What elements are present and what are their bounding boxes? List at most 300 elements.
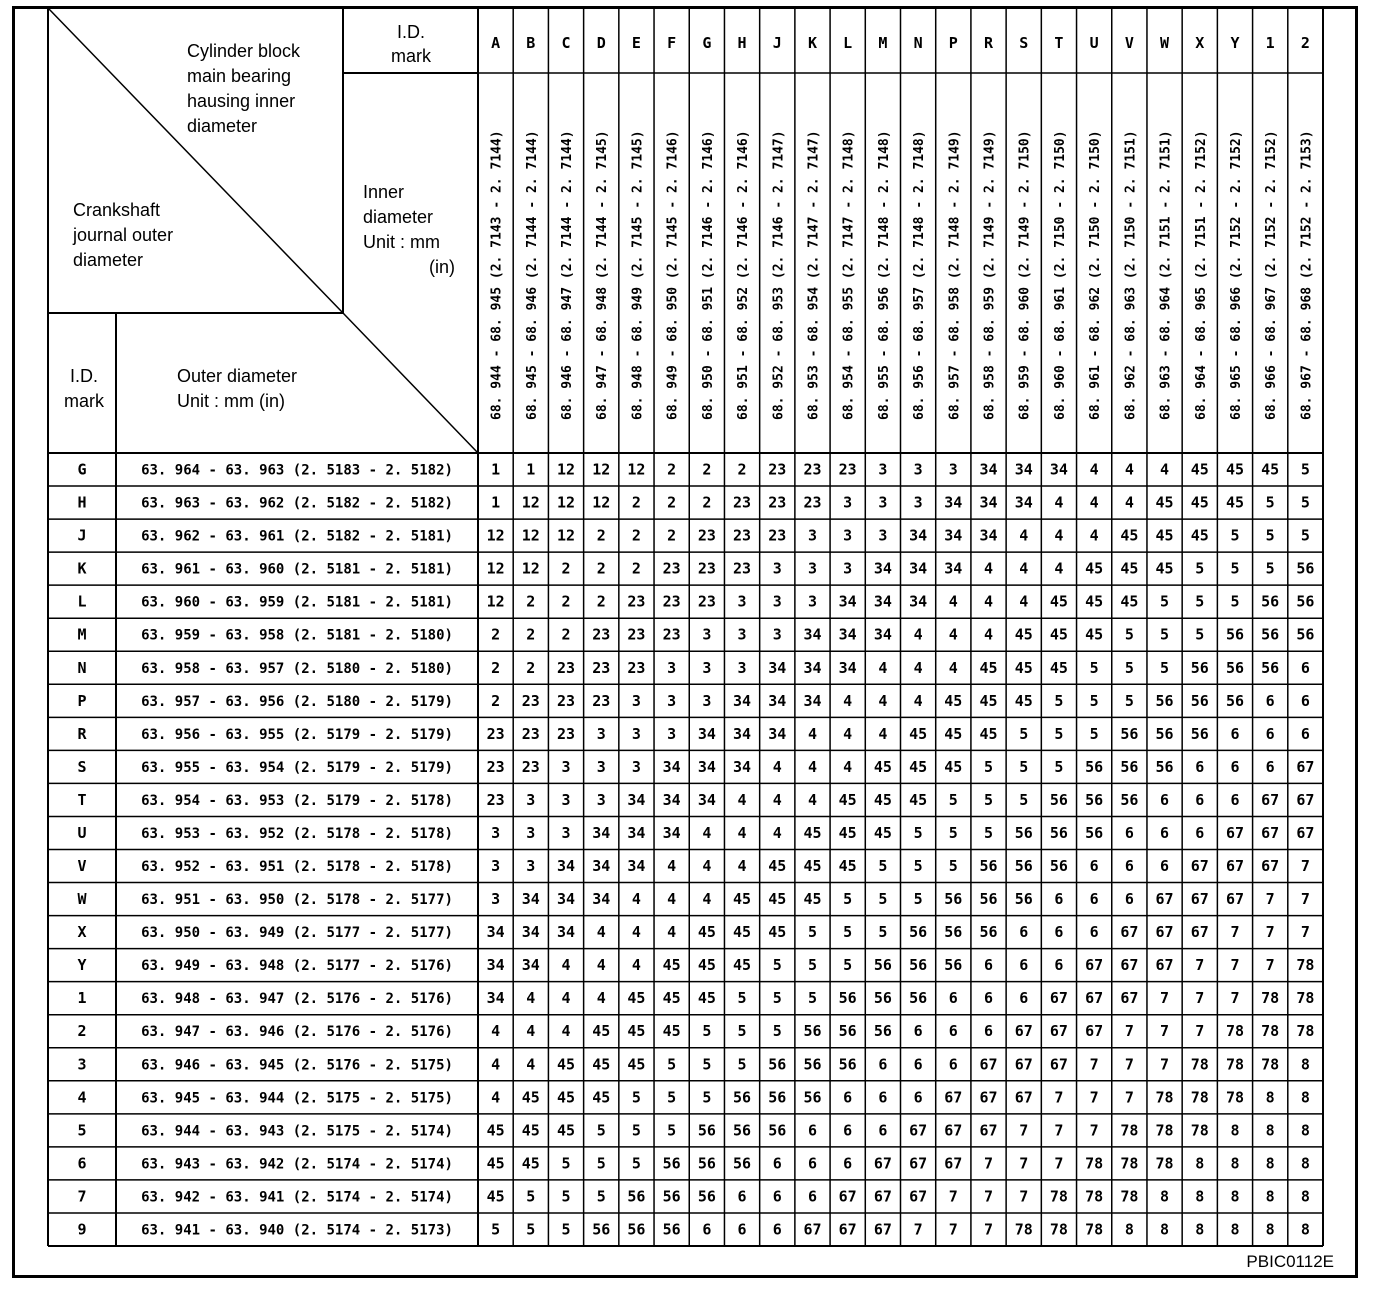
grade-cell: 5 — [1265, 559, 1275, 578]
grade-cell: 34 — [556, 923, 576, 942]
grade-cell: 45 — [1225, 460, 1245, 479]
grade-cell: 78 — [1225, 1022, 1245, 1041]
grade-cell: 23 — [521, 757, 540, 776]
column-range: 68. 947 - 68. 948 (2. 7144 - 2. 7145) — [595, 130, 611, 420]
grade-cell: 56 — [1085, 823, 1104, 842]
grade-cell: 56 — [873, 989, 892, 1008]
grade-cell: 5 — [772, 1022, 782, 1041]
grade-cell: 3 — [561, 790, 571, 809]
grade-cell: 4 — [1089, 460, 1099, 479]
grade-cell: 3 — [843, 559, 853, 578]
grade-cell: 56 — [979, 923, 998, 942]
inner-label-line: diameter — [363, 207, 434, 227]
col-id-label-line: I.D. — [396, 22, 426, 42]
grade-cell: 4 — [667, 890, 677, 909]
grade-cell: 34 — [768, 691, 787, 710]
grade-cell: 5 — [737, 989, 747, 1008]
grade-cell: 78 — [1085, 1154, 1104, 1173]
grade-cell: 34 — [697, 724, 716, 743]
row-range: 63. 963 - 63. 962 (2. 5182 - 2. 5182) — [141, 495, 453, 512]
grade-cell: 4 — [561, 956, 571, 975]
grade-cell: 45 — [627, 1022, 646, 1041]
grade-cell: 34 — [556, 890, 576, 909]
grade-cell: 1 — [491, 493, 501, 512]
grade-cell: 7 — [1089, 1121, 1099, 1140]
grade-cell: 4 — [1124, 460, 1134, 479]
grade-cell: 78 — [1120, 1187, 1139, 1206]
grade-cell: 56 — [1049, 857, 1068, 876]
grade-cell: 45 — [556, 1121, 576, 1140]
grade-cell: 45 — [768, 857, 787, 876]
grade-cell: 56 — [1120, 790, 1139, 809]
grade-cell: 2 — [596, 526, 606, 545]
row-range: 63. 952 - 63. 951 (2. 5178 - 2. 5178) — [141, 859, 453, 876]
grade-cell: 5 — [1054, 757, 1064, 776]
grade-cell: 34 — [768, 724, 787, 743]
grade-cell: 23 — [733, 559, 752, 578]
grade-cell: 3 — [878, 493, 888, 512]
row-mark: N — [77, 658, 87, 677]
grade-cell: 56 — [944, 956, 963, 975]
grade-cell: 56 — [1014, 857, 1033, 876]
grade-cell: 2 — [702, 493, 712, 512]
grade-cell: 3 — [807, 526, 817, 545]
grade-cell: 5 — [596, 1121, 606, 1140]
grade-cell: 6 — [1124, 823, 1134, 842]
grade-cell: 23 — [697, 559, 716, 578]
column-mark: 2 — [1300, 34, 1310, 52]
grade-cell: 3 — [596, 757, 606, 776]
grade-cell: 2 — [526, 592, 536, 611]
grade-cell: 34 — [944, 493, 963, 512]
grade-cell: 5 — [596, 1154, 606, 1173]
grade-cell: 45 — [838, 823, 857, 842]
grade-cell: 6 — [984, 989, 994, 1008]
grade-cell: 34 — [873, 559, 892, 578]
grade-cell: 3 — [491, 823, 501, 842]
grade-cell: 56 — [733, 1121, 752, 1140]
grade-cell: 5 — [984, 757, 994, 776]
column-mark: K — [807, 34, 817, 52]
column-mark: B — [526, 34, 536, 52]
grade-cell: 45 — [1014, 691, 1033, 710]
grade-cell: 7 — [1300, 857, 1310, 876]
grade-cell: 45 — [1155, 559, 1174, 578]
grade-cell: 67 — [1296, 790, 1315, 809]
grade-cell: 8 — [1195, 1154, 1205, 1173]
grade-cell: 45 — [1190, 493, 1209, 512]
grade-cell: 3 — [772, 625, 782, 644]
grade-cell: 5 — [1195, 592, 1205, 611]
grade-cell: 7 — [1160, 989, 1170, 1008]
grade-cell: 12 — [556, 493, 576, 512]
grade-cell: 56 — [1225, 691, 1245, 710]
grade-cell: 45 — [1049, 625, 1068, 644]
grade-cell: 78 — [1120, 1154, 1139, 1173]
grade-cell: 56 — [768, 1055, 787, 1074]
grade-cell: 7 — [1089, 1088, 1099, 1107]
grade-cell: 67 — [1120, 989, 1139, 1008]
grade-cell: 12 — [521, 493, 540, 512]
grade-cell: 5 — [1124, 691, 1134, 710]
grade-cell: 45 — [1085, 559, 1104, 578]
grade-cell: 8 — [1265, 1187, 1275, 1206]
grade-cell: 2 — [561, 625, 571, 644]
grade-cell: 78 — [1190, 1055, 1209, 1074]
grade-cell: 56 — [592, 1220, 611, 1239]
row-range: 63. 949 - 63. 948 (2. 5177 - 2. 5176) — [141, 958, 453, 975]
grade-cell: 4 — [667, 923, 677, 942]
grade-cell: 7 — [1300, 923, 1310, 942]
grade-cell: 45 — [1120, 526, 1139, 545]
grade-cell: 4 — [913, 625, 923, 644]
grade-cell: 5 — [1124, 658, 1134, 677]
grade-cell: 3 — [913, 460, 923, 479]
row-range: 63. 942 - 63. 941 (2. 5174 - 2. 5174) — [141, 1189, 453, 1206]
grade-cell: 3 — [772, 559, 782, 578]
grade-cell: 8 — [1160, 1187, 1170, 1206]
grade-cell: 45 — [944, 757, 963, 776]
grade-cell: 5 — [702, 1055, 712, 1074]
grade-cell: 3 — [913, 493, 923, 512]
grade-cell: 78 — [1225, 1055, 1245, 1074]
grade-cell: 5 — [843, 890, 853, 909]
grade-cell: 56 — [768, 1121, 787, 1140]
grade-cell: 7 — [984, 1154, 994, 1173]
grade-cell: 45 — [521, 1121, 540, 1140]
column-mark: D — [596, 34, 606, 52]
grade-cell: 34 — [909, 526, 928, 545]
grade-cell: 23 — [556, 691, 576, 710]
inner-label-line: Unit : mm — [363, 232, 441, 252]
grade-cell: 45 — [1085, 592, 1104, 611]
grade-cell: 5 — [667, 1055, 677, 1074]
grade-cell: 67 — [1225, 823, 1245, 842]
grade-cell: 3 — [702, 658, 712, 677]
grade-cell: 56 — [803, 1055, 822, 1074]
grade-cell: 2 — [702, 460, 712, 479]
grade-cell: 23 — [556, 724, 576, 743]
column-range: 68. 952 - 68. 953 (2. 7146 - 2. 7147) — [771, 130, 787, 420]
grade-cell: 8 — [1230, 1220, 1240, 1239]
grade-cell: 4 — [596, 923, 606, 942]
grade-cell: 45 — [768, 923, 787, 942]
grade-cell: 4 — [807, 757, 817, 776]
grade-cell: 6 — [1019, 923, 1029, 942]
grade-cell: 4 — [843, 757, 853, 776]
grade-cell: 5 — [878, 890, 888, 909]
grade-cell: 34 — [662, 790, 681, 809]
grade-cell: 23 — [803, 493, 822, 512]
grade-cell: 23 — [592, 658, 611, 677]
column-mark: C — [561, 34, 571, 52]
grade-cell: 5 — [807, 923, 817, 942]
grade-cell: 5 — [737, 1022, 747, 1041]
grade-cell: 45 — [627, 1055, 646, 1074]
grade-cell: 5 — [807, 956, 817, 975]
grade-cell: 4 — [526, 1055, 536, 1074]
grade-cell: 12 — [521, 559, 540, 578]
grade-cell: 6 — [1160, 790, 1170, 809]
grade-cell: 56 — [1014, 890, 1033, 909]
grade-cell: 7 — [1230, 989, 1240, 1008]
grade-cell: 45 — [733, 890, 752, 909]
grade-cell: 56 — [1190, 724, 1209, 743]
grade-cell: 23 — [486, 757, 505, 776]
grade-cell: 67 — [1225, 890, 1245, 909]
row-range: 63. 960 - 63. 959 (2. 5181 - 2. 5181) — [141, 594, 453, 611]
grade-cell: 6 — [1089, 923, 1099, 942]
column-mark: W — [1160, 34, 1170, 52]
grade-cell: 3 — [667, 691, 677, 710]
column-range: 68. 957 - 68. 958 (2. 7148 - 2. 7149) — [947, 130, 963, 420]
grade-cell: 34 — [1014, 493, 1033, 512]
grade-cell: 45 — [1190, 526, 1209, 545]
grade-cell: 2 — [526, 658, 536, 677]
grade-cell: 4 — [702, 823, 712, 842]
grade-cell: 34 — [1014, 460, 1033, 479]
grade-cell: 4 — [843, 724, 853, 743]
row-id-label-line: I.D. — [69, 366, 99, 386]
grade-cell: 8 — [1230, 1187, 1240, 1206]
grade-cell: 6 — [1300, 691, 1310, 710]
grade-cell: 67 — [979, 1055, 998, 1074]
grade-cell: 45 — [697, 923, 716, 942]
column-mark: F — [667, 34, 677, 52]
grade-cell: 23 — [556, 658, 576, 677]
grade-cell: 45 — [909, 790, 928, 809]
grade-cell: 5 — [948, 823, 958, 842]
grade-cell: 4 — [1019, 526, 1029, 545]
column-range: 68. 961 - 68. 962 (2. 7150 - 2. 7150) — [1088, 130, 1104, 420]
row-range: 63. 946 - 63. 945 (2. 5176 - 2. 5175) — [141, 1057, 453, 1074]
row-mark: K — [77, 559, 87, 578]
grade-cell: 45 — [803, 823, 822, 842]
grade-cell: 56 — [697, 1121, 716, 1140]
grade-cell: 67 — [1085, 956, 1104, 975]
grade-cell: 6 — [772, 1187, 782, 1206]
column-mark: H — [737, 34, 747, 52]
grade-cell: 4 — [948, 625, 958, 644]
grade-cell: 5 — [913, 857, 923, 876]
col-id-label-line: mark — [391, 46, 431, 66]
grade-cell: 6 — [984, 956, 994, 975]
grade-cell: 2 — [596, 592, 606, 611]
column-mark: M — [878, 34, 888, 52]
grade-cell: 56 — [944, 923, 963, 942]
grade-cell: 2 — [561, 559, 571, 578]
grade-cell: 3 — [491, 857, 501, 876]
grade-cell: 78 — [1155, 1154, 1174, 1173]
grade-cell: 5 — [1019, 724, 1029, 743]
grade-cell: 12 — [556, 526, 576, 545]
row-range: 63. 959 - 63. 958 (2. 5181 - 2. 5180) — [141, 627, 453, 644]
grade-cell: 5 — [1054, 691, 1064, 710]
grade-cell: 67 — [838, 1220, 857, 1239]
row-range: 63. 953 - 63. 952 (2. 5178 - 2. 5178) — [141, 825, 453, 842]
grade-cell: 34 — [803, 658, 822, 677]
grade-cell: 45 — [1085, 625, 1104, 644]
grade-cell: 67 — [1049, 989, 1068, 1008]
crank-label-line: diameter — [73, 250, 144, 270]
grade-cell: 3 — [526, 857, 536, 876]
grade-cell: 67 — [944, 1088, 963, 1107]
grade-cell: 5 — [1265, 526, 1275, 545]
grade-cell: 56 — [697, 1187, 716, 1206]
grade-cell: 3 — [807, 592, 817, 611]
column-mark: R — [984, 34, 994, 52]
grade-cell: 7 — [1019, 1154, 1029, 1173]
grade-cell: 78 — [1190, 1088, 1209, 1107]
grade-cell: 4 — [772, 823, 782, 842]
grade-cell: 23 — [697, 526, 716, 545]
grade-cell: 45 — [768, 890, 787, 909]
grade-cell: 45 — [1225, 493, 1245, 512]
grade-cell: 56 — [1261, 658, 1280, 677]
grade-cell: 45 — [873, 790, 892, 809]
grade-cell: 2 — [561, 592, 571, 611]
grade-cell: 78 — [1049, 1220, 1068, 1239]
grade-cell: 2 — [631, 493, 641, 512]
grade-cell: 78 — [1155, 1088, 1174, 1107]
grade-cell: 67 — [1155, 923, 1174, 942]
grade-cell: 8 — [1160, 1220, 1170, 1239]
grade-cell: 3 — [843, 526, 853, 545]
grade-cell: 6 — [1054, 923, 1064, 942]
grade-cell: 8 — [1300, 1154, 1310, 1173]
grade-cell: 34 — [627, 790, 646, 809]
grade-cell: 6 — [843, 1154, 853, 1173]
grade-cell: 6 — [913, 1022, 923, 1041]
grade-cell: 5 — [1160, 658, 1170, 677]
grade-cell: 5 — [1230, 526, 1240, 545]
grade-cell: 45 — [592, 1088, 611, 1107]
grade-cell: 8 — [1230, 1154, 1240, 1173]
grade-cell: 67 — [944, 1121, 963, 1140]
grade-cell: 45 — [486, 1187, 505, 1206]
grade-cell: 8 — [1124, 1220, 1134, 1239]
grade-cell: 4 — [1019, 592, 1029, 611]
grade-cell: 78 — [1296, 989, 1315, 1008]
grade-cell: 8 — [1265, 1220, 1275, 1239]
grade-cell: 34 — [733, 691, 752, 710]
grade-cell: 12 — [486, 559, 505, 578]
grade-cell: 5 — [878, 923, 888, 942]
grade-cell: 45 — [1120, 559, 1139, 578]
row-mark: X — [77, 923, 87, 942]
row-mark: H — [77, 493, 87, 512]
grade-cell: 6 — [1230, 757, 1240, 776]
grade-cell: 5 — [843, 956, 853, 975]
grade-cell: 4 — [737, 857, 747, 876]
grade-cell: 2 — [596, 559, 606, 578]
grade-cell: 34 — [838, 592, 857, 611]
row-range: 63. 943 - 63. 942 (2. 5174 - 2. 5174) — [141, 1156, 453, 1173]
grade-cell: 6 — [807, 1187, 817, 1206]
grade-cell: 3 — [596, 724, 606, 743]
grade-cell: 6 — [1019, 989, 1029, 1008]
grade-cell: 56 — [1120, 757, 1139, 776]
grade-cell: 56 — [1296, 625, 1315, 644]
grade-cell: 4 — [843, 691, 853, 710]
grade-cell: 8 — [1300, 1220, 1310, 1239]
grade-cell: 6 — [1195, 757, 1205, 776]
grade-cell: 67 — [1120, 923, 1139, 942]
grade-cell: 34 — [944, 526, 963, 545]
grade-cell: 2 — [491, 625, 501, 644]
grade-cell: 34 — [662, 823, 681, 842]
grade-cell: 5 — [561, 1187, 571, 1206]
cylinder-label-line: diameter — [187, 116, 258, 136]
grade-cell: 5 — [491, 1220, 501, 1239]
grade-cell: 5 — [667, 1088, 677, 1107]
grade-cell: 67 — [909, 1187, 928, 1206]
grade-cell: 5 — [526, 1187, 536, 1206]
column-mark: S — [1019, 34, 1029, 52]
grade-cell: 45 — [1155, 526, 1174, 545]
grade-cell: 34 — [979, 526, 998, 545]
grade-cell: 5 — [843, 923, 853, 942]
grade-cell: 78 — [1014, 1220, 1033, 1239]
grade-cell: 67 — [1190, 923, 1209, 942]
grade-cell: 45 — [697, 989, 716, 1008]
grade-cell: 56 — [838, 1022, 857, 1041]
grade-cell: 6 — [1195, 790, 1205, 809]
grade-cell: 5 — [1054, 724, 1064, 743]
grade-cell: 34 — [697, 757, 716, 776]
grade-cell: 6 — [1160, 857, 1170, 876]
grade-cell: 45 — [1261, 460, 1280, 479]
grade-cell: 2 — [631, 526, 641, 545]
grade-cell: 7 — [913, 1220, 923, 1239]
grade-cell: 3 — [737, 658, 747, 677]
row-range: 63. 962 - 63. 961 (2. 5182 - 2. 5181) — [141, 528, 453, 545]
grade-cell: 56 — [627, 1187, 646, 1206]
grade-cell: 34 — [556, 857, 576, 876]
grade-cell: 34 — [979, 493, 998, 512]
grade-cell: 6 — [772, 1154, 782, 1173]
grade-cell: 34 — [909, 559, 928, 578]
cylinder-label-line: Cylinder block — [187, 41, 301, 61]
crank-label-line: journal outer — [73, 225, 174, 245]
grade-cell: 56 — [838, 1055, 857, 1074]
grade-cell: 45 — [486, 1154, 505, 1173]
row-mark: Y — [77, 956, 87, 975]
grade-cell: 45 — [873, 757, 892, 776]
grade-cell: 3 — [948, 460, 958, 479]
grade-cell: 4 — [878, 658, 888, 677]
column-mark: X — [1195, 34, 1205, 52]
grade-cell: 34 — [1049, 460, 1068, 479]
grade-cell: 67 — [1014, 1088, 1033, 1107]
grade-cell: 2 — [667, 526, 677, 545]
grade-cell: 4 — [737, 823, 747, 842]
grade-cell: 4 — [1054, 493, 1064, 512]
grade-cell: 34 — [803, 691, 822, 710]
grade-cell: 34 — [733, 724, 752, 743]
grade-cell: 56 — [873, 956, 892, 975]
grade-cell: 6 — [1124, 857, 1134, 876]
grade-cell: 3 — [561, 823, 571, 842]
grade-cell: 6 — [1019, 956, 1029, 975]
grade-cell: 3 — [878, 460, 888, 479]
inner-label-line: Inner — [363, 182, 405, 202]
grade-cell: 5 — [526, 1220, 536, 1239]
grade-cell: 2 — [491, 658, 501, 677]
grade-cell: 56 — [979, 890, 998, 909]
grade-cell: 67 — [1014, 1022, 1033, 1041]
grade-cell: 45 — [944, 724, 963, 743]
